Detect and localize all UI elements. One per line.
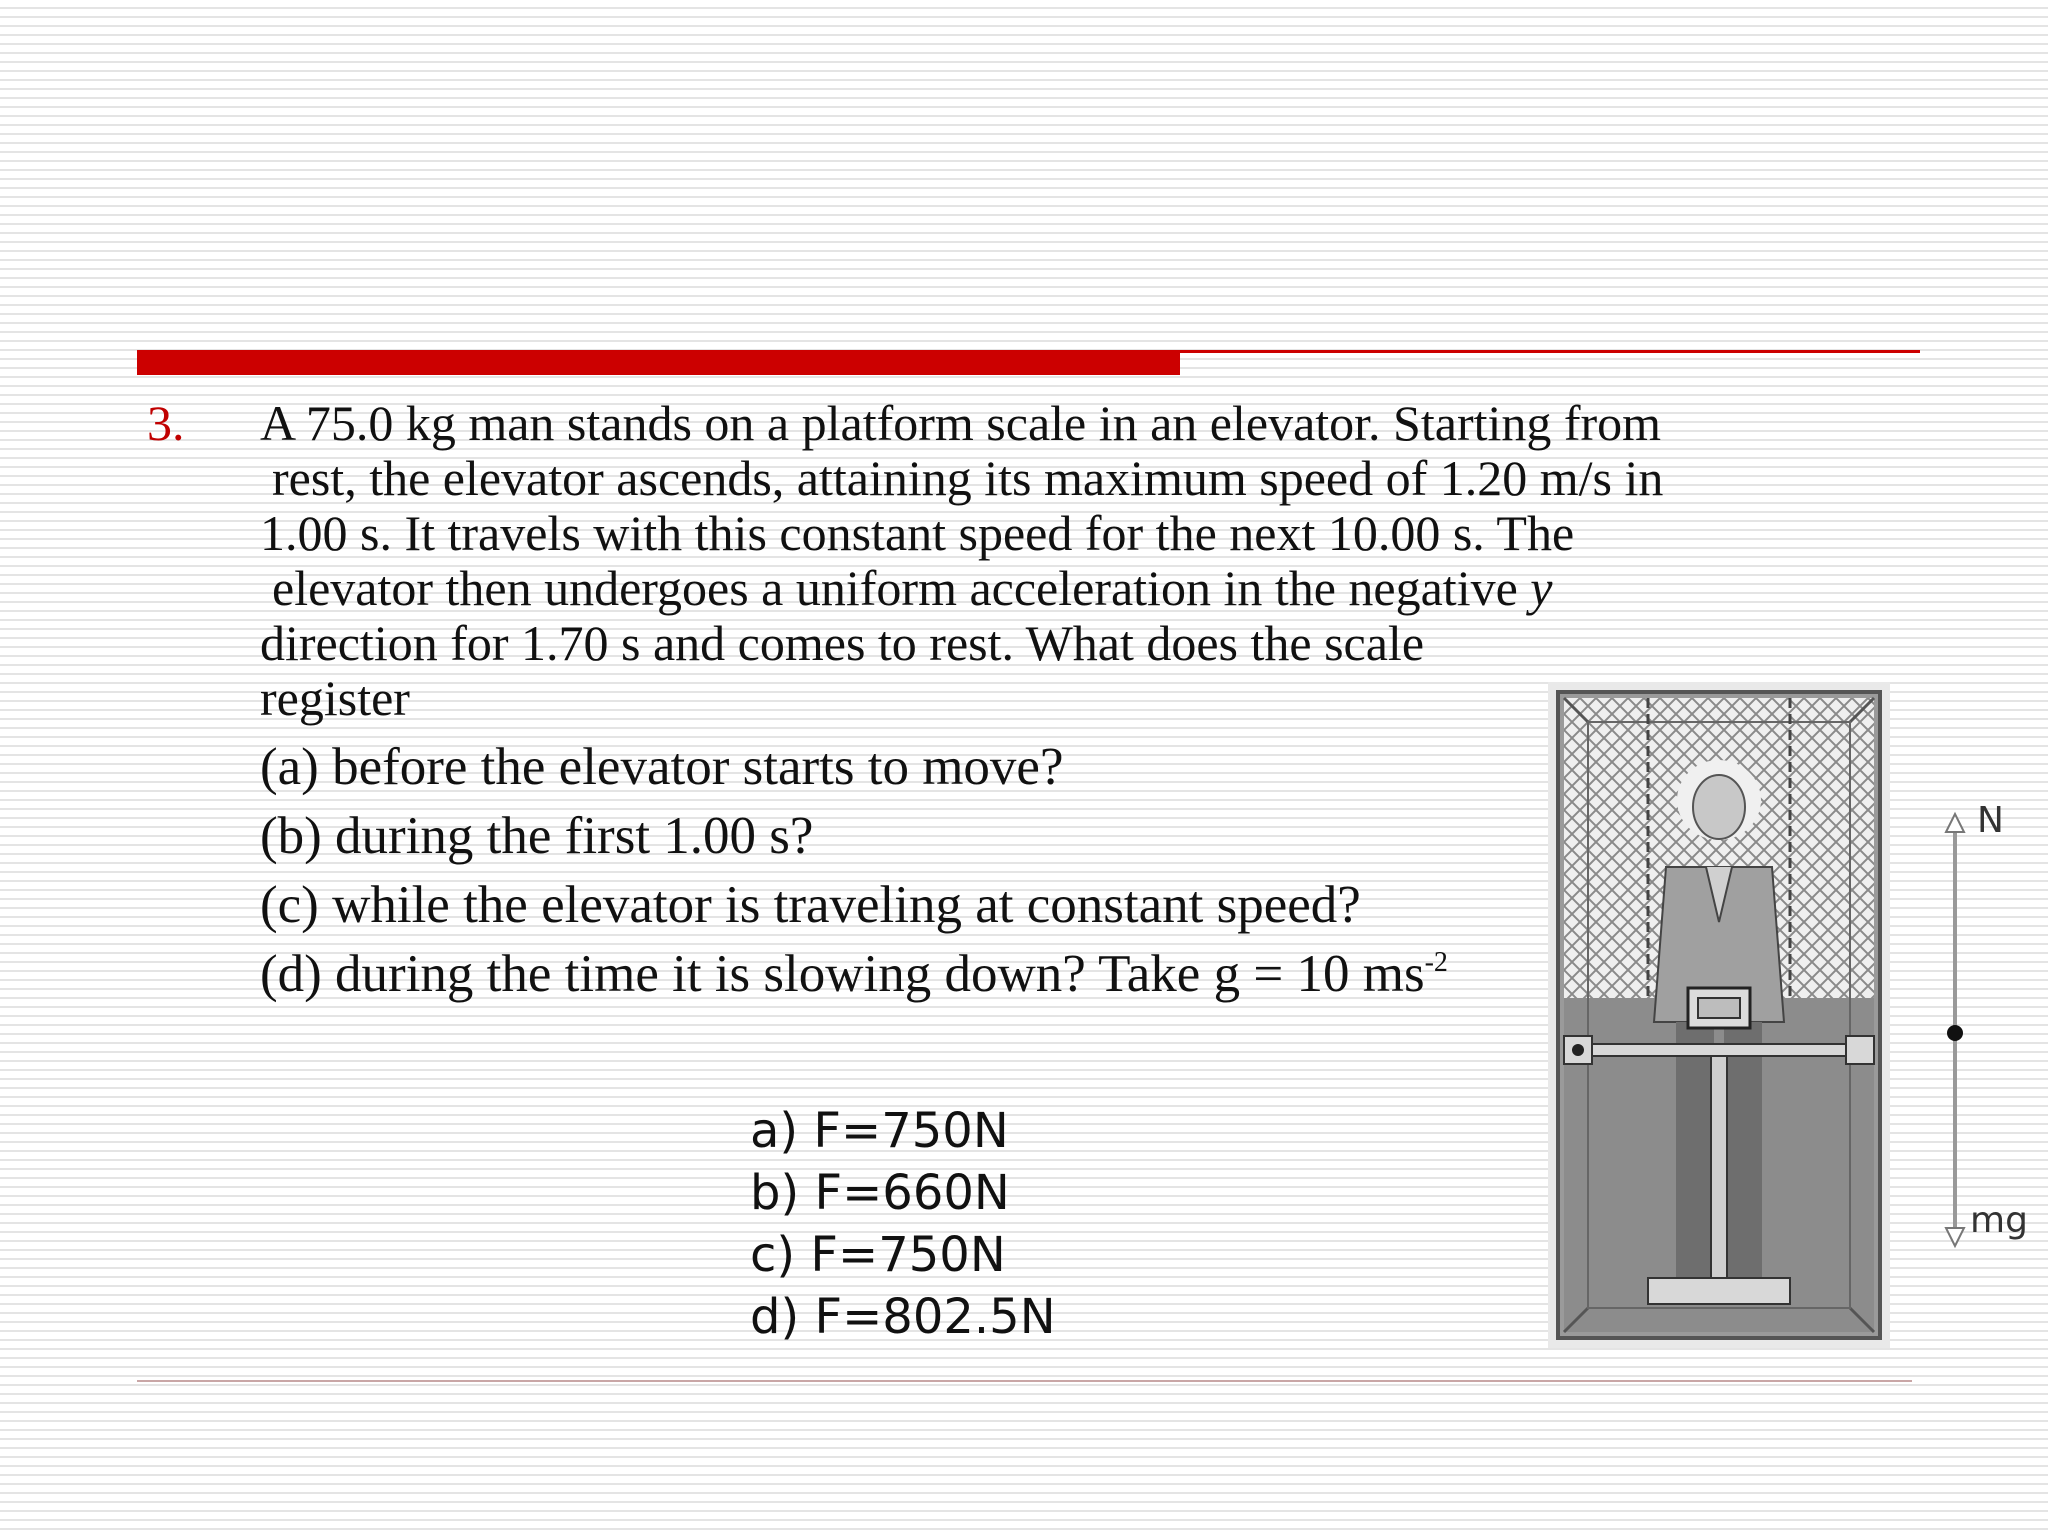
exponent: -2 xyxy=(1424,947,1448,978)
answer-b: b) F=660N xyxy=(750,1165,1010,1221)
question-line: register xyxy=(260,670,410,726)
title-divider-line xyxy=(1180,350,1920,353)
part-d-text: (d) during the time it is slowing down? Take g = 10 ms xyxy=(260,945,1425,1003)
answers-list xyxy=(750,1100,1056,1348)
title-divider-bar xyxy=(137,350,1180,375)
part-c: (c) while the elevator is traveling at constant speed? xyxy=(260,876,1361,934)
italic-y: y xyxy=(1530,560,1553,616)
arrow-up-icon xyxy=(1946,814,1964,832)
question-line: direction for 1.70 s and comes to rest. What does the scale xyxy=(260,615,1425,671)
body-point xyxy=(1947,1025,1963,1041)
question-line: 1.00 s. It travels with this constant speed for the next 10.00 s. The xyxy=(260,505,1575,561)
answer-a: a) F=750N xyxy=(750,1103,1009,1159)
question-number: 3. xyxy=(147,395,185,451)
arrow-down-icon xyxy=(1946,1228,1964,1246)
weight-label: mg xyxy=(1970,1200,2028,1241)
footer-divider xyxy=(137,1380,1912,1382)
normal-force-label: N xyxy=(1977,800,2004,841)
part-d xyxy=(260,944,1448,1004)
question-line: A 75.0 kg man stands on a platform scale in an elevator. Starting from xyxy=(260,395,1662,451)
question-line-text: elevator then undergoes a uniform acceleration in the negative xyxy=(272,560,1518,616)
answer-d: d) F=802.5N xyxy=(750,1289,1056,1345)
elevator-illustration xyxy=(1548,682,1890,1348)
answer-c: c) F=750N xyxy=(750,1227,1006,1283)
question-line: rest, the elevator ascends, attaining its maximum speed of 1.20 m/s in xyxy=(272,450,1664,506)
part-b: (b) during the first 1.00 s? xyxy=(260,807,814,865)
part-a: (a) before the elevator starts to move? xyxy=(260,738,1064,796)
free-body-diagram xyxy=(1935,800,2035,1260)
question-line xyxy=(272,561,1552,616)
